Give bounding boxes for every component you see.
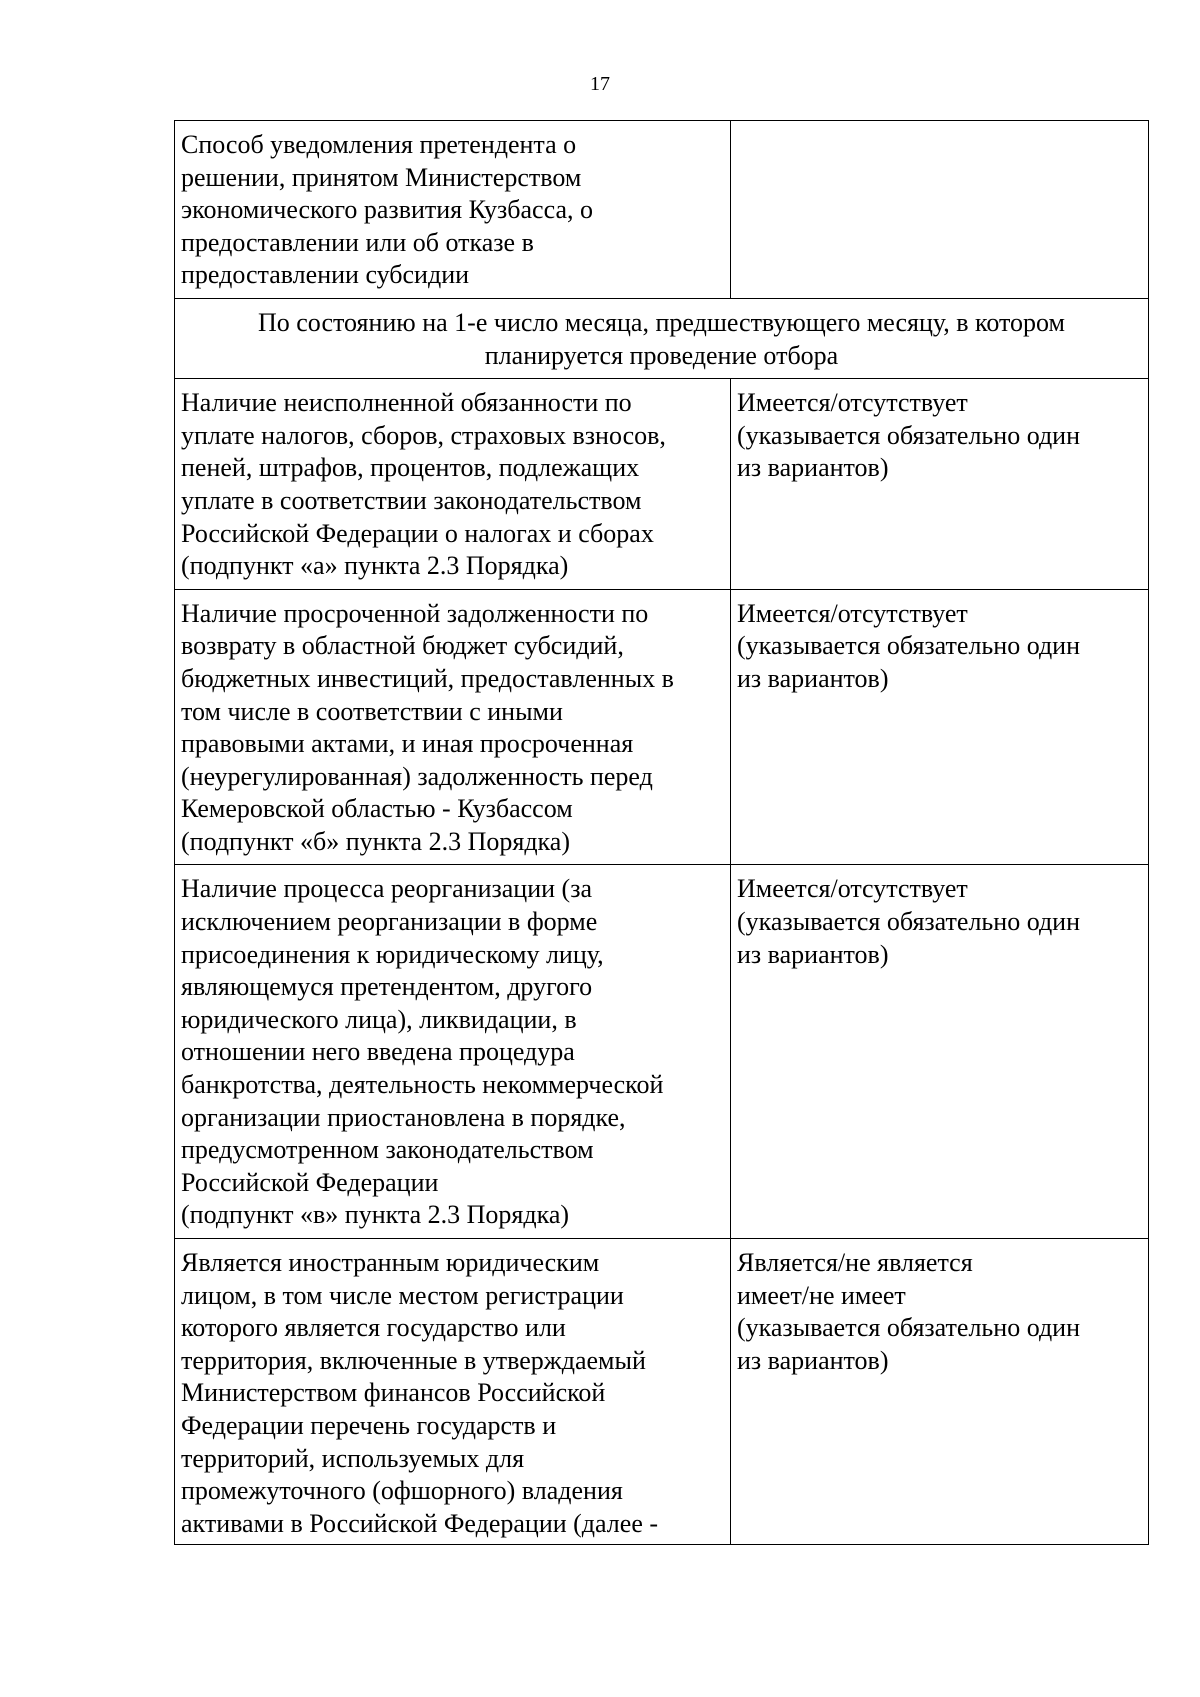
criterion-cell: Наличие неисполненной обязанности по уплате налогов, сборов, страховых взносов, пеней, штрафов, процентов, подлежащих уплате в соответствии законодательством Российской Федерации о налогах и сборах (подпункт «а» пункта 2.3 Порядка) xyxy=(175,379,731,590)
requirements-table xyxy=(174,120,1149,1545)
value-cell: Имеется/отсутствует (указывается обязательно один из вариантов) xyxy=(731,379,1149,590)
table-row xyxy=(175,1239,1149,1545)
table-row xyxy=(175,589,1149,865)
value-cell: Является/не является имеет/не имеет (указывается обязательно один из вариантов) xyxy=(731,1239,1149,1545)
value-cell: Имеется/отсутствует (указывается обязательно один из вариантов) xyxy=(731,865,1149,1239)
value-cell: Имеется/отсутствует (указывается обязательно один из вариантов) xyxy=(731,589,1149,865)
table-row-section-header xyxy=(175,298,1149,378)
criterion-cell: Наличие просроченной задолженности по возврату в областной бюджет субсидий, бюджетных инвестиций, предоставленных в том числе в соответствии с иными правовыми актами, и иная просроченная (неурегулированная) задолженность перед Кемеровской областью - Кузбассом (подпункт «б» пункта 2.3 Порядка) xyxy=(175,589,731,865)
criterion-cell: Способ уведомления претендента о решении, принятом Министерством экономического развития Кузбасса, о предоставлении или об отказе в предоставлении субсидии xyxy=(175,121,731,299)
value-cell xyxy=(731,121,1149,299)
table-row xyxy=(175,379,1149,590)
table-row xyxy=(175,121,1149,299)
criterion-cell: Наличие процесса реорганизации (за исключением реорганизации в форме присоединения к юридическому лицу, являющемуся претендентом, другого юридического лица), ликвидации, в отношении него введена процедура банкротства, деятельность некоммерческой организации приостановлена в порядке, предусмотренном законодательством Российской Федерации (подпункт «в» пункта 2.3 Порядка) xyxy=(175,865,731,1239)
section-header-cell: По состоянию на 1-е число месяца, предшествующего месяцу, в котором планируется проведение отбора xyxy=(175,298,1149,378)
page-number: 17 xyxy=(590,73,610,95)
criterion-cell: Является иностранным юридическим лицом, в том числе местом регистрации которого является государство или территория, включенные в утверждаемый Министерством финансов Российской Федерации перечень государств и территорий, используемых для промежуточного (офшорного) владения активами в Российской Федерации (далее - xyxy=(175,1239,731,1545)
table-row xyxy=(175,865,1149,1239)
